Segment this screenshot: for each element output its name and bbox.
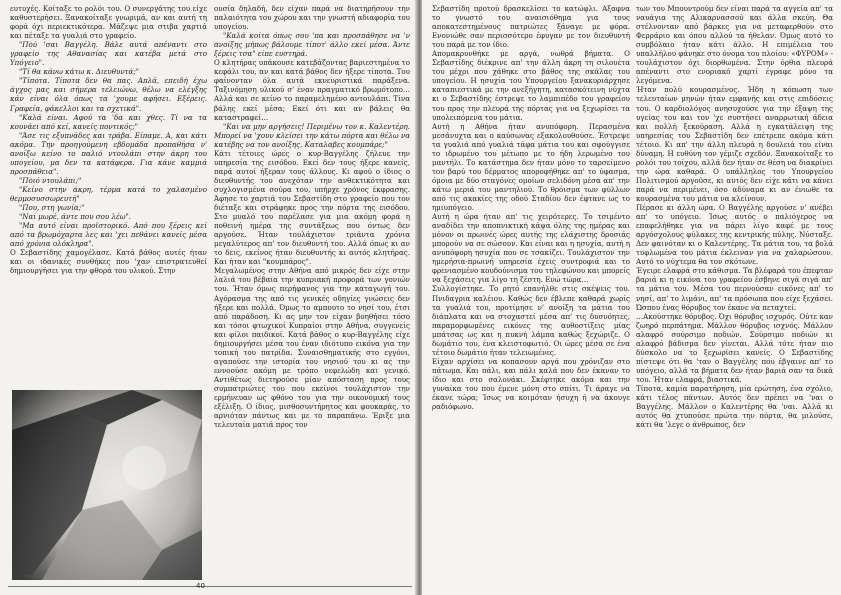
paragraph: Ήταν πολύ κουρασμένος. Ήδη η κόπωση των τελευταίων μηνών ήταν εμφανής και στις επιδόσεις του. Ο καρδιολόγος ανησυχούσε για την έξαψη της υγείας του και τον 'χε συστήσει αναρρωτική άδεια και πολλή ξεκούραση. Αλλά η εγκατάλειψη της υπηρεσίας του Σεβαστίδη δεν επέτρεπε ακόμα κάτι τέτοιο. Κι απ' την άλλη πλευρά η δουλειά του είναι δύναμη. Η ευθύνη τον γέμιζε σχεδόν. Ξανακοίταξε το ρολόι του τοίχου, αλλά δεν ήταν σε θέση να διακρίνει την ώρα καθαρά. Ο υπάλληλος του Υπουργείου Πολιτισμού αργούσε, κι αυτός δεν είχε κάτι να κάνει παρά να περιμένει, όσο αδύναμα κι αν ένιωθε τα κουρασμένα του μάτια να κλείνουν. bbox=[636, 85, 833, 203]
paragraph: Μεγαλωμένος στην Αθήνα από μικρός δεν είχε στην λαλιά του βέβαια την κυπριακή προφορά των γονιών του. Ήταν όμως περήφανος για την καταγωγή του. Αγόρασμα της από τις γενικές οδηγίες γνώσεις δεν ήξερε και πολλά. Όμως το αμπουτο το νησί του, έτσι από παράδοση. Κι ας μην τον είχαν βοηθήσει τόσο και τόσοι φτωχικοί Κυπραίοι στην Αθήνα, συγγενείς και φίλοι παιδικοί. Κατά βάθος ο κυρ-Βαγγέλης είχε δημιουργήσει μέσα του έναν ιδιότυπο εικόνα για την τοπική του πατρίδα. Συναισθηματικής στο εγγόνι, αγαπούσε την ιστορία του νησιού του κι ας την εννοούσε ακόμη με τρόπο νεφελώδη και γενικό. Αντιθέτως διετηρούσε μίαν απόσταση προς τους συμπατριώτες του που εκείνοι τουλάχιστον την ερμήνευαν ως φθόνο του για την οικονομική τους εξέλιξη. Ο ίδιος, μισθοσυντήρητος και φουκαράς, το αρνιόταν πάντως και με το παραπάνω. Έριξε μια τελευταία ματιά προς τον bbox=[214, 266, 410, 430]
paragraph: "Καλά είναι. Αφού τα 'δα και χθες. Τί να τα κουνάει από κεί, κανείς ποντικός;" bbox=[10, 112, 207, 131]
left-page bbox=[0, 0, 418, 595]
paragraph: Απομακρυνθήκε με αργά, νωθρά βήματα. Ο Σεβαστίδης διέκρινε απ' την άλλη άκρη τη σιλουέτα του μέχρι που χάθηκε στο βάθος της σκάλας του υπογείου. Η ησυχία του Υπουργείου ξανακυριάρχησε καταπιεστικά με την ανεξήγητη, κατασκότεινη νύχτα κι ο Σεβαστίδης έστρεψε το λαμπιπέδο του γραφείου του προς την πλευρά της πόρτας για να ξεχωρίσει τα υπολειπόμενα του μάτια. bbox=[432, 49, 630, 122]
paragraph: "Και να μην αργήσεις! Περιμένω τον κ. Καλεντέρη. Μπορεί να 'χουν κλείσει την κάτω πόρτα και θέλω να κατέβης να τον ανοίξης. Καταλαβες κουμπάρε;" bbox=[214, 121, 410, 149]
paragraph: Είχαν αρχίσει να κοπασουν αργά που χρόνιζαν στο πάτωμα. Και πάλι, και πάλι καλά που δεν έκαναν το ίδιο και στο σαλονάκι. Σκέφτηκε ακόμα και την γυναίκα του που έμενε μόνη στο σπίτι. Τι άραγε να έκανε τώρα; Ίσως να κοιμόταν ήσυχη ή να άκουγε ραδιόφωνο. bbox=[432, 356, 630, 412]
paragraph: "Κείνο στην άκρη, τέρμα κατά το χαλασμένο θερμοσυσσωρευτή" bbox=[10, 184, 207, 203]
paragraph: "Ναι μωρέ, άντε που σου λέω". bbox=[19, 212, 132, 222]
paragraph: "Καλά κοίτα όπως σου 'πα και προσπάθησε να 'ν ανοίξης μήπως βάλουμε τίποτ' άλλο εκεί μέσα. Άντε ξέρεις τσα" είπε ευστηρά. bbox=[214, 31, 410, 59]
right-page bbox=[422, 0, 841, 595]
paragraph: των του Μπουντρούμ δεν είναι παρά τα αγγεία απ' τα ναυάγια της Αλικαρνασσού και άλλα σκεύη. Θα στέλνονταν από βάρκες για να μεταφερθούν στο Φερράριο και όπου αλλού τα ήθελαν. Όμως αυτό το συμβόλαιο ήταν κάτι άλλο. Η επιμέλεια του υπαλλήλου φάνηκε στο όνομα του πλοίου: «ΦΥΡΟΜ» - τουλάχιστον όχι διορθωμένα. Στην όρθια πλευρά απέναντι στο ενοριακό χαρτί έγραφε μόνο τα λεγόμενα. bbox=[636, 4, 833, 86]
photo-image bbox=[12, 390, 202, 580]
paragraph: Αυτή η ώρα ήταν απ' τις χειρότερες. Το τσιμέντο αναδίδει την αποπνικτική κάψα όλης της ημέρας και μόνον οι πρωινές ώρες αυτής της ελάχιστης δροσιάς μπορούν να σε σώσουν. Και είναι και η ησυχία, αυτή η ανυπόφορη ησυχία που σε τσακίζει. Τουλάχιστον την ημερήσια-πρωινή υπηρεσία έχεις συντροφιά και το φρενιασμένο κουδούνισμα του τηλεφώνου και μπορείς να ξεχάσεις για λίγο τη ζέστη. Ενώ τώρα… bbox=[432, 212, 630, 285]
paragraph: "Μα αυτό είναι προϊστορικό. Από που ξέρεις κεί από τα βρωμόχαρτα λες και 'χει πεθάνει κανείς μέσα από χρόνια ολόκληρα". bbox=[10, 221, 207, 249]
paragraph: Τίποτα, καμία παρατήρηση, μία ερώτηση, ένα σχόλιο, κάτι τέλος πάντων. Αυτός δεν πρέπει να 'ναι ο Βαγγέλης. Μάλλον ο Καλεντέρης θα 'ναι. Αλλά κι αυτός θα χτυπούσε πρώτα την πόρτα, θα μιλούσε, κάτι θα 'λεγε ο άνθρωπος, δεν bbox=[636, 383, 833, 430]
paragraph: "Που, στη γωνία;" bbox=[19, 203, 85, 213]
paragraph: Σεβαστίδη προτού δρασκελίσει το κατώφλι. Αξαφνα το γνωστό του αναισιόθημα για τους αποκατεστημένους πατριώτες ξάναγε με φόρα. Ενονιώθε σαν περισσότερο έφυγαν με τον διευθυντή του παρά με τον ίδιο. bbox=[432, 4, 630, 50]
paragraph: "Πού 'σαι Βαγγέλη. Βάλε αυτά απέναντι στο γραφείο της Αθανασίας και κατέβα μετά στο Υπόγειο". bbox=[10, 40, 207, 68]
paragraph: "Τί θα κάνω κάτω κ. Διευθυντά;" bbox=[19, 67, 139, 77]
left-column-1-text bbox=[10, 4, 207, 374]
paragraph: ουσία δηλαδή, δεν είχαν παρά να διατηρήσουν την παλαιότητα του χώρου και την γνωστή αδιαφορία του υπογείου. bbox=[214, 4, 410, 32]
paragraph: Κάτι τέτοιες ώρες ο κυρ-Βαγγέλης ζήλευε την υπηρεσία της εισόδου. Εκεί δεν τους ήξερε κανείς, παρά αυτοί ήξεραν τους άλλους. Κι αφού ο ίδιος ο διευθυντής του ανεχόταν την ανθεκτικότητα και συχλογισμένα σούρα του, υπήρχε χρόνος έκφρασης. Άφησε το χαρτιά του Σεβαστίδη στο γραφείο που τον διέταξε και στράφηκε προς την πόρτα της εισόδου. Στο μυαλό του παρέλασε για μια ακόμη φορά η ποθεινή ημέρα της συντάξεως που όντως δεν αργούσε. Ήταν τουλάχιστον τριάντα χρόνια μεγαλύτερος απ' τον διευθυντή του. Αλλά όπως κι αν το δεις, εκείνος ήταν διευθυντής κι αυτός κλητήρας. Και ήταν και "κουμπάρος". bbox=[214, 148, 410, 267]
right-column-1-text bbox=[432, 4, 630, 592]
paragraph: "Άσε τις εξυπνάδες και τράβα. Είπαμε. Α, και κάτι ακόμα. Την προηγούμενη εβδομάδα προπαθήσα ν' ανοίξω κείνο το παλιό ντουλάπι στην άκρη του υπογείου, μα δεν τα κατάφερα. Για κάνε καμμιά προσπάθεια". bbox=[10, 130, 207, 176]
paragraph: Ο κλητήρας υπάκουσε κατεβάζοντας βαριεστημένα το κεφάλι του, αν και κατά βάθος δεν ήξερε τίποτα. Του φαίνονταν όλα αυτά εκνευριστικά παράξενα. Ταξινόμηση υλικού σ' έναν πραγματικό βρωμότοπο… Αλλά και σε κείνο το παραμελημένο αντουλάπι. Τίνα βάλης εκεί μέσα; Εκεί ότι και αν βάλεις θα καταστραφεί… bbox=[214, 58, 410, 122]
left-column-1 bbox=[10, 4, 207, 374]
right-column-2 bbox=[636, 4, 833, 592]
bottom-rule bbox=[8, 586, 412, 587]
paragraph: "Ποιό ντουλάπι;" bbox=[19, 175, 82, 185]
left-column-2 bbox=[214, 4, 410, 584]
illustration-photo bbox=[12, 390, 202, 580]
paragraph: …Ακούστηκε θόρυβος. Όχι θόρυβος ισχυρός. Ούτε καν ζωηρό περπάτημα. Μάλλον θόρυβος ισχνός. Μάλλον αλαφρό σούρσιμο ποδιών. Σούρσιμο ποδιών κι αλαφρό βάδισμα δεν γίνεται. Αλλά τότε ήταν πιο δύσκολο να το ξεχωρίσει κανείς. Ο Σεβαστίδης πίστεψε ότι θα 'ταν ο Βαγγέλης που έβγαινε απ' το υπόγειο, αλλά τα βήματα δεν ήταν βαριά σαν τα δικά του. Ήταν ελαφρά, βιαστικά. bbox=[636, 311, 833, 384]
right-column-1 bbox=[432, 4, 630, 592]
paragraph: "Τίποτα. Τίποτα δεν θα πας. Απλά, επειδή έχω άγχος μας και σήμερα τελειώνω, θέλω να ελέγξης κάν είναι όλα όπως τα 'χουμε αφήσει. Εξέρεις. Γραφεία, φάκελλοι και τα σχετικά". bbox=[10, 76, 207, 113]
left-column-2-text bbox=[214, 4, 410, 584]
paragraph: Πέρασε κι άλλη ώρα. Ο Βαγγέλης αργούσε ν' ανέβει απ' το υπόγειο. Ίσως αυτός ο παλιόγερος να επαφελήθηκε για να πάρει λίγο καφέ με τους αργόσχολους φύλακες της κεντρικής πύλης. Νύσταξε. Δεν φαινόταν κι ο Καλεντέρης. Τα μάτια του, τα βολά τυφλωμένα του μάτια έκλειναν για να χαλαρώσουν. Αυτό το νύχτεμα θα τον σκότωνε. bbox=[636, 203, 833, 267]
page-number: 40 bbox=[196, 582, 205, 590]
paragraph: Έγειρε ελαφρά στο κάθισμα. Τα βλέφαρά του έπεφταν βαριά κι η εικόνα του γραφείου έσβηνε σιγά σιγά απ' τα μάτια του. Μέσα του περνούσαν εικόνες απ' το νησί, απ' το λιμάνι, απ' τα πρόσωπα που είχε ξεχάσει. Ώσπου ένας θόρυβος τον έκανε να πεταχτεί. bbox=[636, 266, 833, 312]
paragraph: Ο Σεβαστίδης χαμογέλασε. Κατά βάθος αυτές ήταν και οι ιδανικές συνθήκες που 'χαν επιστρατευθεί δημιουργήσει για την φθορά του υλικού. Στην bbox=[10, 248, 207, 276]
paragraph: Συλλογίστηκε. Το ρητό επανήλθε στις σκέψεις του. Πνιδαγρια καλέιου. Καθώς δεν έβλεπε καθαρά χωρίς τα γυαλιά του, προτίμησε ν' ανοίξη τα μάτια του διάπλατα και να στοχαστεί μέσα απ' τις δυσνόητες, παραμορφωμένες εικόνες της αυθοστίξεις μίας μπάτσας ως και η πυκνή λάμπα καθώς ξεχώριζε. Ο δωμάτιο του, ένα κλειστοφωτιό. Οι ώρες μέσα σε ένα τέτοιο δωμάτιο ήταν τελειωμένες. bbox=[432, 284, 630, 357]
paragraph: ευτυχές. Κοίταξε το ρολόι του. Ο συνεργάτης του είχε καθυστερήσει. Ξανακοίταξε γνωριμά, αν και αυτή τη φορά όχι περιεκτικότερα. Μάζεψε μια στιβα χαρτιά και πέταξε τα γυαλιά στο γραφείο. bbox=[10, 4, 207, 41]
right-column-2-text bbox=[636, 4, 833, 592]
paragraph: Αυτή η Αθήνα ήταν ανυπόφορη. Περασμένα μεσάνυχτα και ο καύσωνας εξακολουθούσε. Έστρεψε τα γυαλιά από γυαλιά τάφα μάτια του και σφούγγισε το ιδρωμένο του μέτωπο με το ήδη λερωμένο του μαντήλι. Το κατάστημα δεν ήταν μόνο το ταρσείμενο τον βαρύ του δέρματος αποροφήθηκε απ' το ύφασμα, όμοια με δύο σταγόνες ομοίων σελιδόνη μέσα απ' την κάτω μεριά του μαντηλιού. Το θρόισμα των φύλλων από τις ακακίες της οδού Σταδίου δεν έφτανε ως το ημιυπόγειο. bbox=[432, 121, 630, 213]
